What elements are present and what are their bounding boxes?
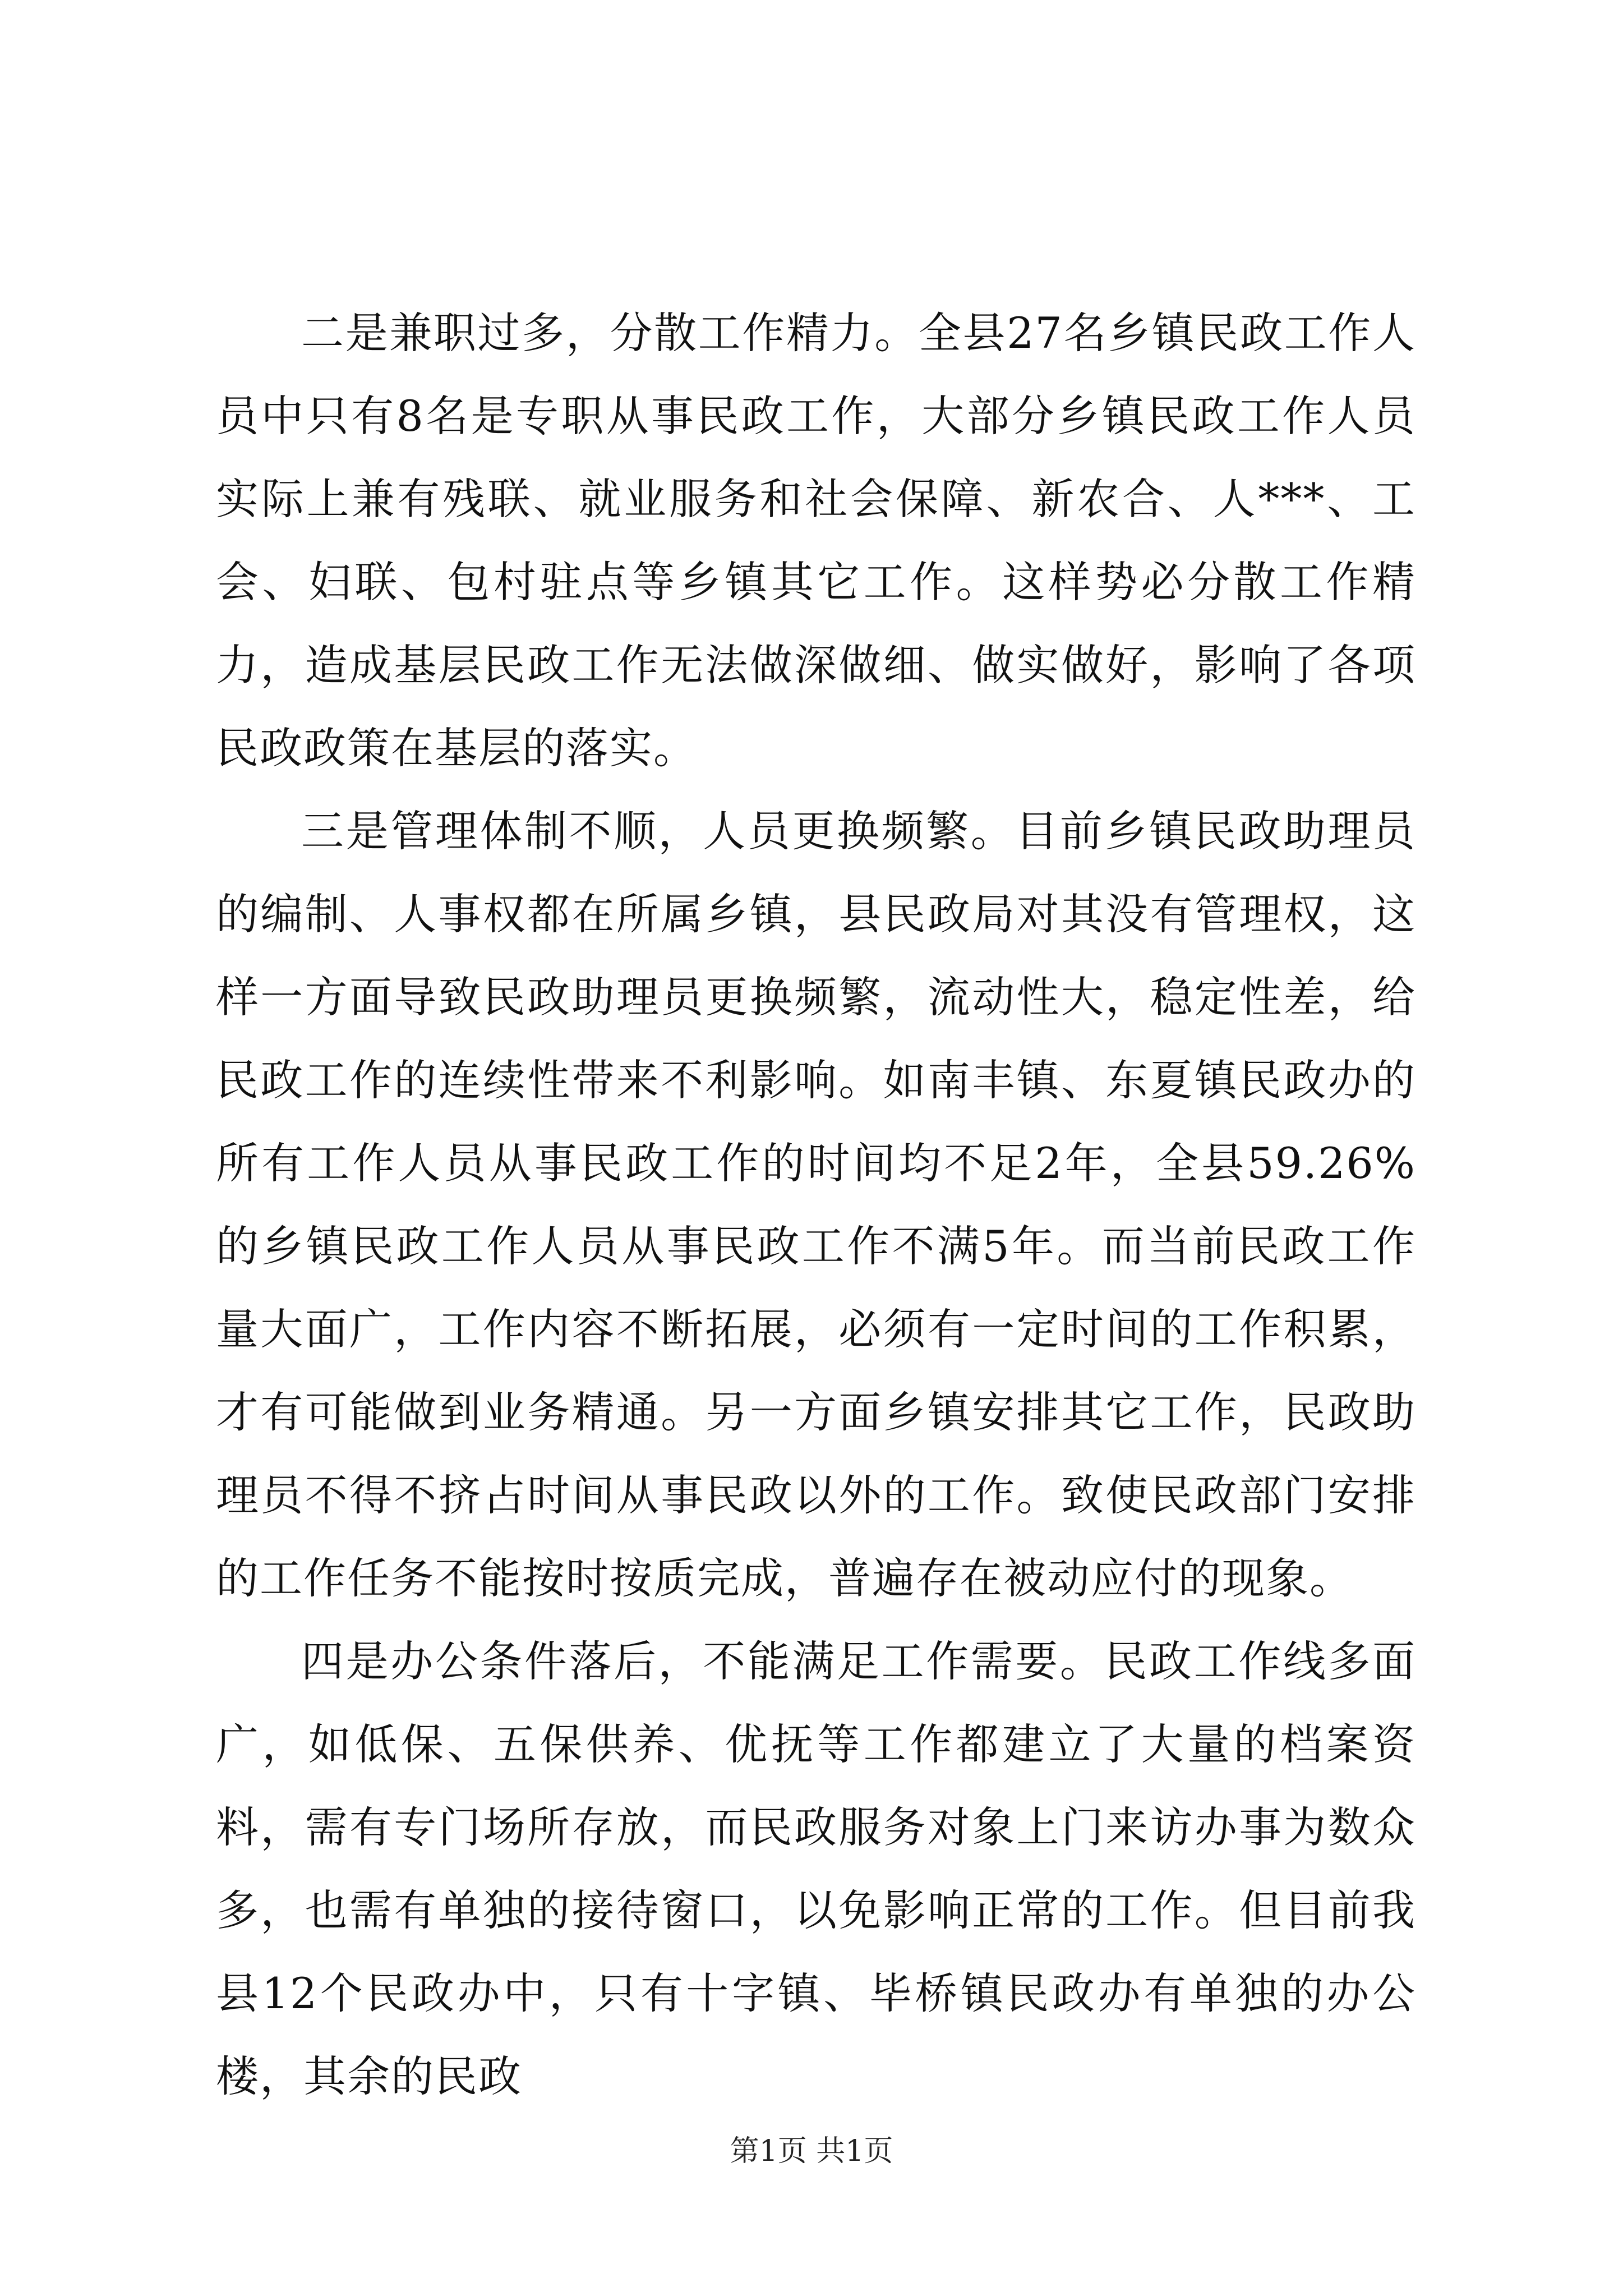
document-body	[216, 292, 1416, 2118]
paragraph-part-time-duties: 二是兼职过多，分散工作精力。全县27名乡镇民政工作人员中只有8名是专职从事民政工作，大部分乡镇民政工作人员实际上兼有残联、就业服务和社会保障、新农合、人***、工会、妇联、包村驻点等乡镇其它工作。这样势必分散工作精力，造成基层民政工作无法做深做细、做实做好，影响了各项民政政策在基层的落实。	[216, 308, 1416, 773]
page-footer: 第1页 共1页	[730, 2134, 893, 2168]
paragraph-office-conditions: 四是办公条件落后，不能满足工作需要。民政工作线多面广，如低保、五保供养、优抚等工作都建立了大量的档案资料，需有专门场所存放，而民政服务对象上门来访办事为数众多，也需有单独的接待窗口，以免影响正常的工作。但目前我县12个民政办中，只有十字镇、毕桥镇民政办有单独的办公楼，其余的民政	[216, 1636, 1416, 2101]
paragraph-management-system: 三是管理体制不顺，人员更换频繁。目前乡镇民政助理员的编制、人事权都在所属乡镇，县民政局对其没有管理权，这样一方面导致民政助理员更换频繁，流动性大，稳定性差，给民政工作的连续性带来不利影响。如南丰镇、东夏镇民政办的所有工作人员从事民政工作的时间均不足2年，全县59.26%的乡镇民政工作人员从事民政工作不满5年。而当前民政工作量大面广，工作内容不断拓展，必须有一定时间的工作积累，才有可能做到业务精通。另一方面乡镇安排其它工作，民政助理员不得不挤占时间从事民政以外的工作。致使民政部门安排的工作任务不能按时按质完成，普遍存在被动应付的现象。	[216, 806, 1416, 1603]
